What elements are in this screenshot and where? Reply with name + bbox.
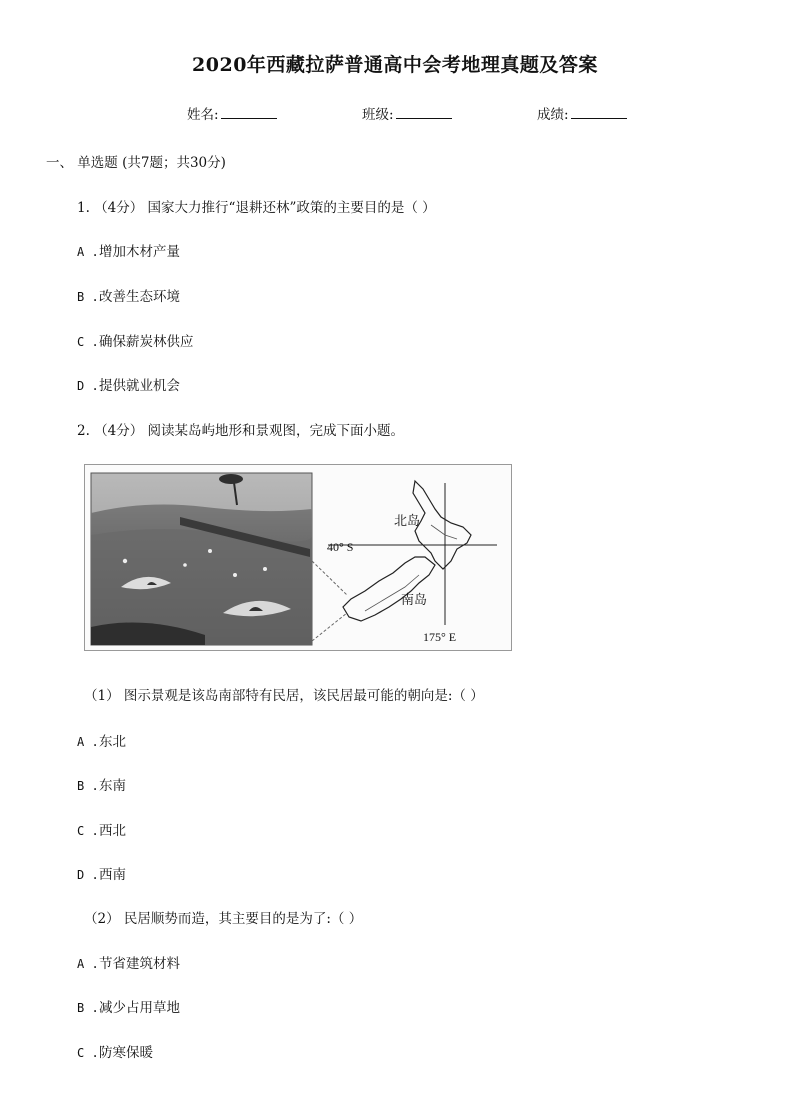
- option-text: 改善生态环境: [99, 289, 180, 305]
- option-letter: C .: [77, 335, 99, 349]
- south-island-label: 南岛: [401, 593, 428, 608]
- option-text: 增加木材产量: [99, 244, 180, 260]
- q1-option-d[interactable]: [77, 374, 180, 394]
- score-field: [537, 103, 627, 123]
- question-1: 1. （4分） 国家大力推行“退耕还林”政策的主要目的是（ ）: [77, 200, 436, 216]
- option-letter: C .: [77, 824, 99, 838]
- question-2: 2. （4分） 阅读某岛屿地形和景观图，完成下面小题。: [77, 423, 405, 439]
- sub1-option-d[interactable]: [77, 863, 126, 883]
- option-text: 西北: [99, 823, 126, 839]
- score-blank[interactable]: [571, 106, 627, 119]
- option-letter: C .: [77, 1046, 99, 1060]
- sub1-option-a[interactable]: [77, 730, 126, 750]
- option-letter: D .: [77, 379, 99, 393]
- class-blank[interactable]: [396, 106, 452, 119]
- connector-line-top: [312, 561, 347, 595]
- north-island: [413, 481, 471, 569]
- section-heading: 一、 单选题 (共7题；共30分): [46, 155, 226, 171]
- option-letter: A .: [77, 245, 99, 259]
- landscape-photo: [91, 473, 312, 645]
- longitude-label: 175° E: [423, 630, 457, 644]
- option-letter: B .: [77, 1001, 99, 1015]
- sub-question-2: （2） 民居顺势而造，其主要目的是为了:（ ）: [84, 911, 363, 927]
- sub1-option-c[interactable]: [77, 819, 126, 839]
- sub1-option-b[interactable]: [77, 774, 126, 794]
- sub2-option-c[interactable]: [77, 1041, 153, 1061]
- class-field: [362, 103, 452, 123]
- option-letter: B .: [77, 779, 99, 793]
- option-text: 东北: [99, 734, 126, 750]
- class-label: 班级:: [362, 107, 394, 123]
- option-text: 提供就业机会: [99, 378, 180, 394]
- option-letter: D .: [77, 868, 99, 882]
- option-text: 确保薪炭林供应: [99, 334, 194, 350]
- q1-option-a[interactable]: [77, 240, 180, 260]
- option-text: 西南: [99, 867, 126, 883]
- score-label: 成绩:: [537, 107, 569, 123]
- option-text: 东南: [99, 778, 126, 794]
- sub2-option-b[interactable]: [77, 996, 180, 1016]
- connector-line-bottom: [312, 613, 347, 641]
- option-text: 减少占用草地: [99, 1000, 180, 1016]
- name-field: [187, 103, 277, 123]
- name-blank[interactable]: [221, 106, 277, 119]
- q1-option-c[interactable]: [77, 330, 194, 350]
- option-letter: A .: [77, 957, 99, 971]
- sub-question-1: （1） 图示景观是该岛南部特有民居，该民居最可能的朝向是:（ ）: [84, 688, 484, 704]
- south-island: [343, 557, 435, 621]
- option-letter: B .: [77, 290, 99, 304]
- option-text: 防寒保暖: [99, 1045, 153, 1061]
- name-label: 姓名:: [187, 107, 219, 123]
- option-text: 节省建筑材料: [99, 956, 180, 972]
- sub2-option-a[interactable]: [77, 952, 180, 972]
- option-letter: A .: [77, 735, 99, 749]
- north-island-label: 北岛: [394, 514, 421, 529]
- q1-option-b[interactable]: [77, 285, 180, 305]
- island-figure: [84, 464, 512, 651]
- latitude-label: 40° S: [327, 540, 354, 554]
- page-title: 2020年西藏拉萨普通高中会考地理真题及答案: [192, 54, 598, 76]
- island-map: [327, 481, 497, 644]
- figure-svg: [85, 465, 511, 650]
